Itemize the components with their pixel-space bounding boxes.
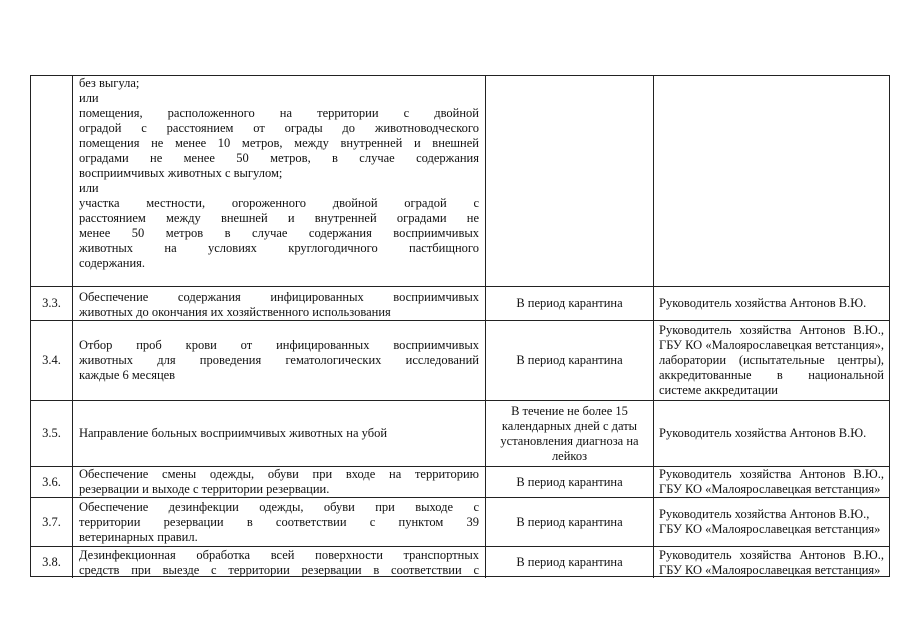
item-number <box>31 76 73 286</box>
text-line: или <box>79 181 99 195</box>
responsible-party <box>654 547 889 578</box>
item-number: 3.5. <box>31 401 73 466</box>
measure-term: В период карантина <box>486 321 654 400</box>
text-line: Обеспечение дезинфекции одежды, обуви при выходе с <box>79 499 479 514</box>
text-line: восприимчивых животных с выгулом; <box>79 166 283 180</box>
table-row <box>31 467 889 498</box>
text-line: животных до окончания их хозяйственного использования <box>79 304 391 319</box>
table-row <box>31 547 889 578</box>
text-line: содержания. <box>79 256 146 270</box>
measure-term: В период карантина <box>486 547 654 578</box>
text-line: животных на условиях круглогодичного пастбищного <box>79 241 479 255</box>
responsible-party <box>654 498 889 546</box>
item-number: 3.4. <box>31 321 73 400</box>
text-line: или <box>79 91 99 105</box>
text-line: Руководитель хозяйства Антонов В.Ю., <box>659 507 870 521</box>
text-line: каждые 6 месяцев <box>79 368 176 382</box>
item-number: 3.8. <box>31 547 73 578</box>
text-line: ГБУ КО «Малоярославецкая ветстанция» <box>659 482 881 496</box>
text-line: оградами не менее 50 метров, в случае содержания <box>79 151 479 165</box>
text-line: менее 50 метров в случае содержания восприимчивых <box>79 226 479 240</box>
text-line: Обеспечение смены одежды, обуви при входе на территорию <box>79 467 479 481</box>
text-line: ГБУ КО «Малоярославецкая ветстанция» <box>659 562 881 577</box>
measure-description <box>73 498 486 546</box>
table-row <box>31 321 889 401</box>
measure-description <box>73 321 486 400</box>
text-line: Обеспечение содержания инфицированных восприимчивых <box>79 289 479 304</box>
table-row <box>31 76 889 287</box>
text-line: животных для проведения гематологических исследований <box>79 353 479 367</box>
item-number: 3.7. <box>31 498 73 546</box>
text-line: помещения, расположенного на территории с двойной <box>79 106 479 120</box>
text-line: резервации и выходе с территории резервации. <box>79 482 330 496</box>
responsible-party <box>654 76 889 286</box>
table-row <box>31 401 889 467</box>
text-line: аккредитованные в национальной <box>659 368 884 382</box>
responsible-party <box>654 321 889 400</box>
measure-description <box>73 287 486 320</box>
text-line: помещения не менее 10 метров, между внутренней и внешней <box>79 136 479 150</box>
text-line: территории резервации в соответствии с пунктом 39 <box>79 514 479 529</box>
item-number: 3.3. <box>31 287 73 320</box>
text-line: Руководитель хозяйства Антонов В.Ю., <box>659 547 884 562</box>
text-line: Руководитель хозяйства Антонов В.Ю. <box>659 296 867 310</box>
measure-term: В период карантина <box>486 467 654 497</box>
measure-description <box>73 467 486 497</box>
text-line: ГБУ КО «Малоярославецкая ветстанция», <box>659 338 884 352</box>
text-line: Дезинфекционная обработка всей поверхности транспортных <box>79 547 479 562</box>
measure-term: В период карантина <box>486 287 654 320</box>
table-row <box>31 498 889 547</box>
text-line: Направление больных восприимчивых животных на убой <box>79 426 388 440</box>
responsible-party <box>654 401 889 466</box>
measure-description <box>73 401 486 466</box>
text-line: средств при выезде с территории резервации в соответствии с <box>79 562 479 577</box>
measure-term <box>486 76 654 286</box>
text-line: Руководитель хозяйства Антонов В.Ю. <box>659 426 867 440</box>
measures-table <box>30 75 890 577</box>
text-line: расстоянием между внешней и внутренней оградами не <box>79 211 479 225</box>
measure-description <box>73 76 486 286</box>
text-line: лаборатории (испытательные центры), <box>659 353 884 367</box>
text-line: Отбор проб крови от инфицированных восприимчивых <box>79 338 479 352</box>
responsible-party <box>654 467 889 497</box>
table-row <box>31 287 889 321</box>
text-line: ветеринарных правил. <box>79 529 198 544</box>
text-line: участка местности, огороженного двойной оградой с <box>79 196 479 210</box>
measure-term: В течение не более 15 календарных дней с даты установления диагноза на лейкоз <box>486 401 654 466</box>
text-line: ГБУ КО «Малоярославецкая ветстанция» <box>659 522 881 536</box>
text-line: без выгула; <box>79 76 140 90</box>
text-line: Руководитель хозяйства Антонов В.Ю., <box>659 323 884 337</box>
measure-term: В период карантина <box>486 498 654 546</box>
item-number: 3.6. <box>31 467 73 497</box>
measure-description <box>73 547 486 578</box>
text-line: оградой с расстоянием от ограды до животноводческого <box>79 121 479 135</box>
text-line: Руководитель хозяйства Антонов В.Ю., <box>659 467 884 481</box>
text-line: системе аккредитации <box>659 383 778 397</box>
responsible-party <box>654 287 889 320</box>
